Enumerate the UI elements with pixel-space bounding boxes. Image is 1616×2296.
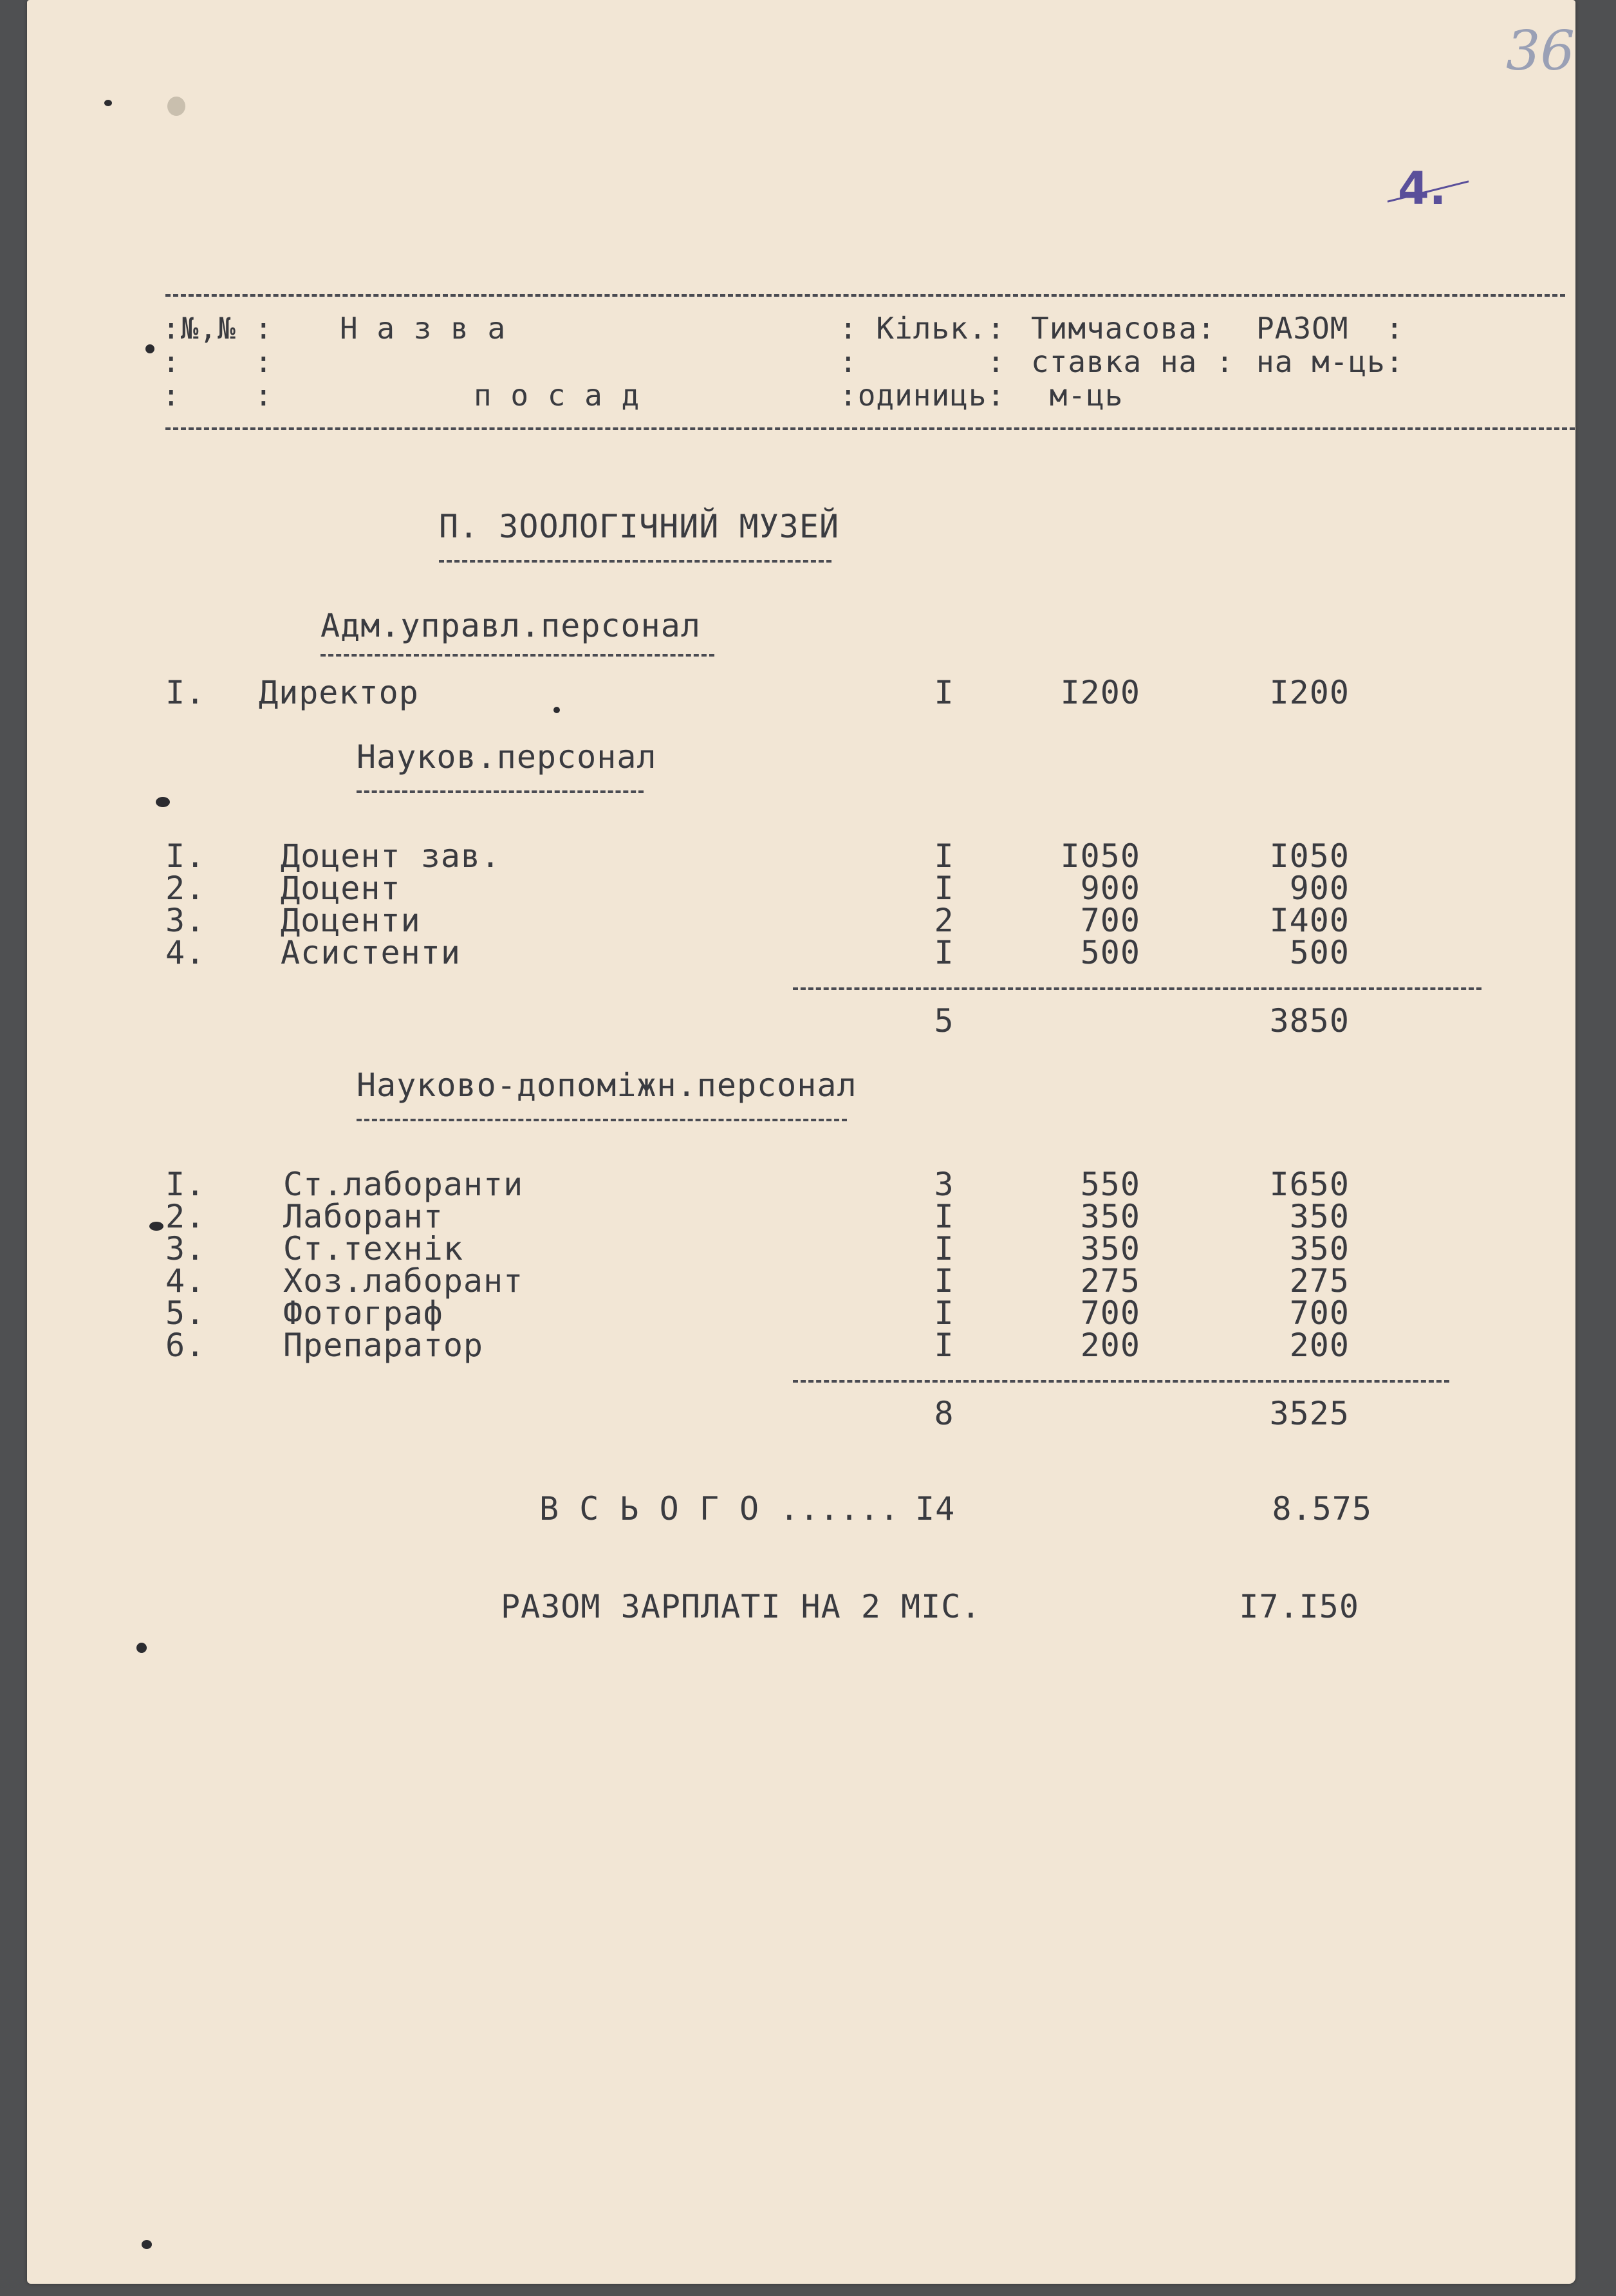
row-rate: 350 <box>1080 1230 1140 1267</box>
row-quantity: І <box>934 934 954 971</box>
header-bottom-rule <box>165 427 1575 430</box>
row-position-name: Фотограф <box>283 1294 443 1332</box>
row-number: 4. <box>165 934 206 971</box>
subtotal-rule <box>793 987 1481 990</box>
row-rate: 350 <box>1080 1198 1140 1235</box>
row-position-name: Хоз.лаборант <box>283 1262 524 1300</box>
header-name-top: Н а з в а <box>340 311 506 346</box>
row-quantity: І <box>934 837 954 875</box>
grand-total-quantity: І4 <box>915 1490 956 1527</box>
row-rate: 275 <box>1080 1262 1140 1300</box>
row-number: І. <box>165 837 206 875</box>
row-number: І. <box>165 1166 206 1203</box>
row-total: І200 <box>1269 674 1350 711</box>
ink-speck <box>145 344 154 353</box>
document-page <box>27 0 1575 2284</box>
page-number: 4. <box>1398 162 1447 215</box>
row-position-name: Ст.технік <box>283 1230 463 1267</box>
row-total: 500 <box>1289 934 1350 971</box>
row-position-name: Доценти <box>281 902 421 939</box>
ink-speck <box>156 797 170 807</box>
row-position-name: Доцент <box>281 870 401 907</box>
row-rate: І050 <box>1060 837 1140 875</box>
ink-speck <box>553 707 560 713</box>
row-quantity: 2 <box>934 902 954 939</box>
section-title: П. ЗООЛОГІЧНИЙ МУЗЕЙ <box>439 508 840 545</box>
row-total: 350 <box>1289 1198 1350 1235</box>
row-quantity: І <box>934 1294 954 1332</box>
row-position-name: Асистенти <box>281 934 461 971</box>
header-col-rate: Тимчасова: ставка на : м-ць <box>1031 311 1234 413</box>
row-quantity: І <box>934 674 954 711</box>
header-col-qty: : Кільк.: : : :одиниць: <box>839 311 1006 413</box>
binding-hole <box>167 97 185 116</box>
row-total: 200 <box>1289 1327 1350 1364</box>
row-rate: 200 <box>1080 1327 1140 1364</box>
grand-total-label: В С Ь О Г О ...... <box>539 1490 900 1527</box>
row-total: 275 <box>1289 1262 1350 1300</box>
ink-speck <box>104 100 112 106</box>
row-quantity: 3 <box>934 1166 954 1203</box>
row-rate: 500 <box>1080 934 1140 971</box>
ink-speck <box>149 1222 163 1231</box>
row-rate: 900 <box>1080 870 1140 907</box>
row-total: І050 <box>1269 837 1350 875</box>
group-title-underline <box>357 1119 847 1121</box>
row-rate: 700 <box>1080 902 1140 939</box>
row-number: 6. <box>165 1327 206 1364</box>
row-position-name: Препаратор <box>283 1327 484 1364</box>
row-number: 4. <box>165 1262 206 1300</box>
header-col-no: :№,№ : : : : : <box>162 311 274 413</box>
row-number: 3. <box>165 1230 206 1267</box>
subtotal-quantity: 8 <box>934 1395 954 1432</box>
row-position-name: Лаборант <box>283 1198 443 1235</box>
row-position-name: Директор <box>259 674 419 711</box>
row-quantity: І <box>934 870 954 907</box>
row-number: 5. <box>165 1294 206 1332</box>
salary-total-amount: І7.І50 <box>1239 1588 1359 1625</box>
ink-speck <box>136 1643 147 1653</box>
group-title-underline <box>357 790 644 793</box>
row-total: 700 <box>1289 1294 1350 1332</box>
subtotal-quantity: 5 <box>934 1002 954 1040</box>
row-number: 2. <box>165 870 206 907</box>
row-rate: 700 <box>1080 1294 1140 1332</box>
row-rate: І200 <box>1060 674 1140 711</box>
grand-total-amount: 8.575 <box>1272 1490 1372 1527</box>
row-quantity: І <box>934 1230 954 1267</box>
row-position-name: Доцент зав. <box>281 837 501 875</box>
row-rate: 550 <box>1080 1166 1140 1203</box>
ink-speck <box>142 2240 152 2249</box>
header-col-total: РАЗОМ : на м-ць: <box>1256 311 1404 379</box>
row-number: І. <box>165 674 206 711</box>
header-name-bottom: п о с а д <box>474 378 640 413</box>
row-total: І400 <box>1269 902 1350 939</box>
header-top-rule <box>165 294 1565 297</box>
subtotal-total: 3850 <box>1269 1002 1350 1040</box>
sheet-number: 36 <box>1506 19 1575 82</box>
section-title-underline <box>439 560 831 563</box>
row-total: І650 <box>1269 1166 1350 1203</box>
group-title: Науков.персонал <box>357 738 657 776</box>
group-title: Науково-допоміжн.персонал <box>357 1067 857 1104</box>
row-number: 3. <box>165 902 206 939</box>
row-quantity: І <box>934 1198 954 1235</box>
group-title-underline <box>320 654 714 657</box>
salary-total-label: РАЗОМ ЗАРПЛАТІ НА 2 МІС. <box>501 1588 981 1625</box>
row-total: 350 <box>1289 1230 1350 1267</box>
row-total: 900 <box>1289 870 1350 907</box>
subtotal-rule <box>793 1380 1449 1383</box>
row-quantity: І <box>934 1262 954 1300</box>
subtotal-total: 3525 <box>1269 1395 1350 1432</box>
group-title: Адм.управл.персонал <box>320 607 701 644</box>
row-number: 2. <box>165 1198 206 1235</box>
row-quantity: І <box>934 1327 954 1364</box>
row-position-name: Ст.лаборанти <box>283 1166 524 1203</box>
